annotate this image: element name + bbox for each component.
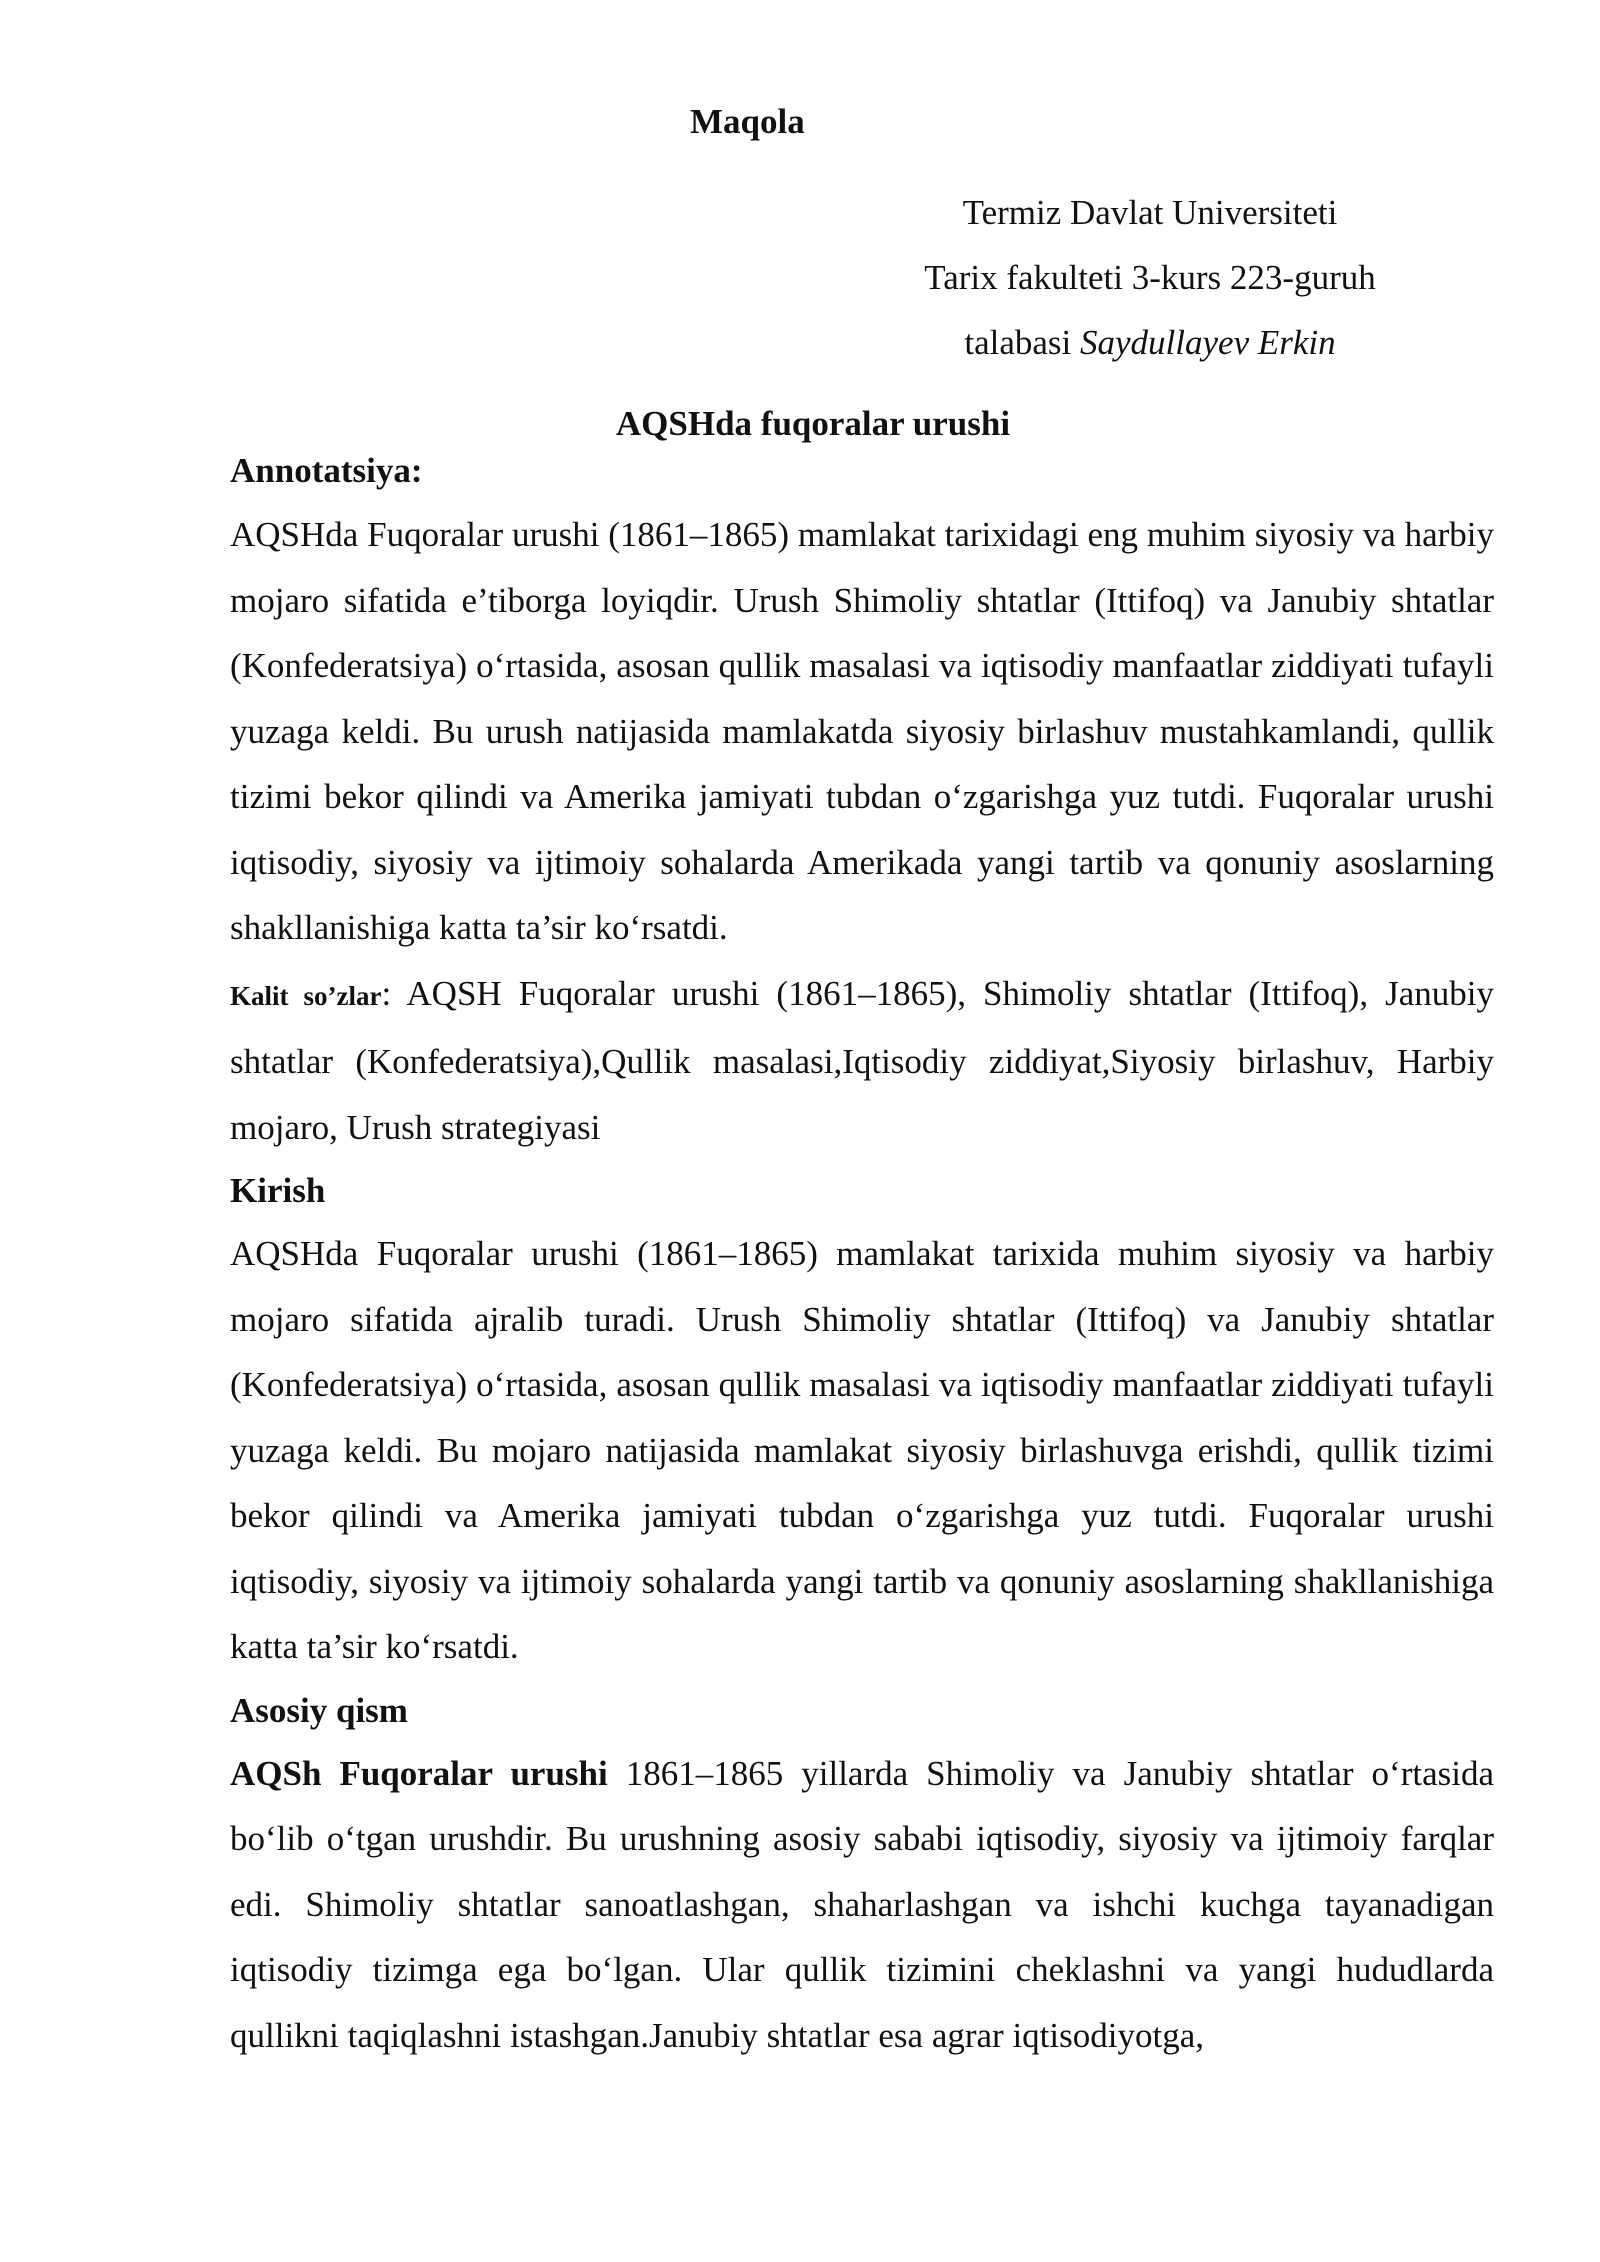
main-part-heading: Asosiy qism <box>230 1690 408 1730</box>
annotation-paragraph: AQSHda Fuqoralar urushi (1861–1865) mamlakat tarixidagi eng muhim siyosiy va harbiy mojaro sifatida e’tiborga loyiqdir. Urush Shimoliy shtatlar (Ittifoq) va Janubiy shtatlar (Konfederatsiya) o‘rtasida, asosan qullik masalasi va iqtisodiy manfaatlar ziddiyati tufayli yuzaga keldi. Bu urush natijasida mamlakatda siyosiy birlashuv mustahkamlandi, qullik tizimi bekor qilindi va Amerika jamiyati tubdan o‘zgarishga yuz tutdi. Fuqoralar urushi iqtisodiy, siyosiy va ijtimoiy sohalarda Amerikada yangi tartib va qonuniy asoslarning shakllanishiga katta ta’sir ko‘rsatdi. <box>230 515 1494 947</box>
faculty-line: Tarix fakulteti 3-kurs 223-guruh <box>924 258 1376 297</box>
introduction-heading: Kirish <box>230 1171 326 1210</box>
student-name: Saydullayev Erkin <box>1080 323 1336 362</box>
keywords-paragraph <box>230 961 1494 1161</box>
introduction-paragraph: AQSHda Fuqoralar urushi (1861–1865) mamlakat tarixida muhim siyosiy va harbiy mojaro sifatida ajralib turadi. Urush Shimoliy shtatlar (Ittifoq) va Janubiy shtatlar (Konfederatsiya) o‘rtasida, asosan qullik masalasi va iqtisodiy manfaatlar ziddiyati tufayli yuzaga keldi. Bu mojaro natijasida mamlakat siyosiy birlashuvga erishdi, qullik tizimi bekor qilindi va Amerika jamiyati tubdan o‘zgarishga yuz tutdi. Fuqoralar urushi iqtisodiy, siyosiy va ijtimoiy sohalarda yangi tartib va qonuniy asoslarning shakllanishiga katta ta’sir ko‘rsatdi. <box>230 1234 1494 1666</box>
keywords-separator: : <box>381 973 407 1013</box>
keywords-label: Kalit so’zlar <box>230 980 382 1011</box>
author-block <box>880 180 1420 375</box>
article-body <box>230 446 1494 2068</box>
university-name: Termiz Davlat Universiteti <box>962 193 1338 232</box>
document-type-title: Maqola <box>690 102 805 141</box>
keywords-text: AQSH Fuqoralar urushi (1861–1865), Shimoliy shtatlar (Ittifoq), Janubiy shtatlar (Konfederatsiya),Qullik masalasi,Iqtisodiy ziddiyat,Siyosiy birlashuv, Harbiy mojaro, Urush strategiyasi <box>230 973 1495 1147</box>
student-line <box>880 310 1420 375</box>
article-title: AQSHda fuqoralar urushi <box>615 404 1011 443</box>
main-part-lead: AQSh Fuqoralar urushi <box>230 1753 608 1793</box>
main-part-paragraph <box>230 1741 1494 2069</box>
annotation-heading: Annotatsiya: <box>230 451 423 490</box>
main-part-text: 1861–1865 yillarda Shimoliy va Janubiy shtatlar o‘rtasida bo‘lib o‘tgan urushdir. Bu urushning asosiy sababi iqtisodiy, siyosiy va ijtimoiy farqlar edi. Shimoliy shtatlar sanoatlashgan, shaharlashgan va ishchi kuchga tayanadigan iqtisodiy tizimga ega bo‘lgan. Ular qullik tizimini cheklashni va yangi hududlarda qullikni taqiqlashni istashgan.Janubiy shtatlar esa agrar iqtisodiyotga, <box>230 1753 1494 2055</box>
student-prefix: talabasi <box>964 323 1072 362</box>
